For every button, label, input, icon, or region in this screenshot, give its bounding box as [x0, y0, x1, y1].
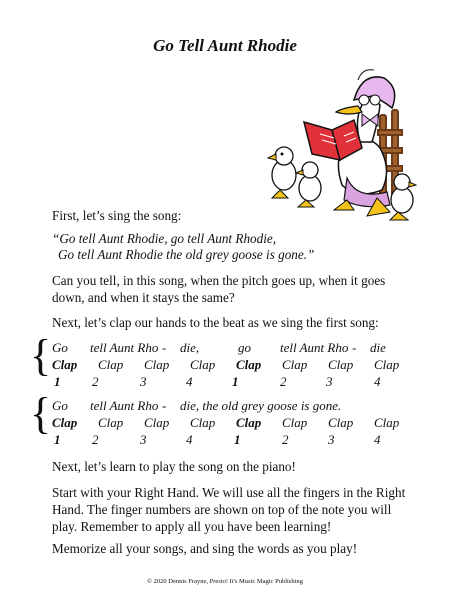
- clap-label: Clap: [144, 415, 170, 430]
- left-brace: {: [30, 389, 52, 438]
- lyric-word: tell Aunt Rho: [90, 398, 159, 413]
- clap-label: Clap: [190, 415, 216, 430]
- clap-block-1: [52, 340, 400, 391]
- clap-label: Clap: [282, 415, 308, 430]
- beat-count: 3: [328, 432, 335, 447]
- clap-label: Clap: [144, 357, 170, 372]
- pitch-question: Can you tell, in this song, when the pitch goes up, when it goes down, and when it stays the same?: [52, 273, 386, 305]
- lyrics-line-2: Go tell Aunt Rhodie the old grey goose is gone.”: [58, 247, 315, 262]
- clap-label: Clap: [328, 415, 354, 430]
- clap-label: Clap: [282, 357, 308, 372]
- clap-label: Clap: [328, 357, 354, 372]
- clap-label: Clap: [236, 415, 262, 430]
- beat-count: 2: [92, 374, 99, 389]
- clap-label: Clap: [98, 357, 124, 372]
- clap-label: Clap: [236, 357, 262, 372]
- beat-count: 4: [374, 432, 381, 447]
- beat-count: 4: [186, 432, 193, 447]
- lyric-word: tell Aunt Rho: [280, 340, 349, 355]
- beat-count: 2: [282, 432, 289, 447]
- lyric-word: Go: [52, 398, 68, 413]
- beat-count: 3: [140, 374, 147, 389]
- clap-row: [52, 357, 400, 374]
- beat-count: 2: [92, 432, 99, 447]
- clap-block-2: [52, 398, 400, 449]
- lyric-word: die, the old grey goose is gone.: [180, 398, 342, 413]
- memorize-text: Memorize all your songs, and sing the words as you play!: [52, 541, 358, 556]
- clap-intro: Next, let’s clap our hands to the beat as we sing the first song:: [52, 315, 379, 330]
- clap-row: [52, 415, 400, 432]
- lyric-word: Go: [52, 340, 68, 355]
- gosling-icon: [296, 162, 321, 207]
- beat-count: 4: [374, 374, 381, 389]
- beat-count: 2: [280, 374, 287, 389]
- lyric-word: tell Aunt Rho: [90, 340, 159, 355]
- goose-reading-book-illustration: [262, 60, 422, 225]
- words-row: [52, 340, 392, 357]
- beat-count: 1: [54, 432, 61, 447]
- right-hand-instructions: Start with your Right Hand. We will use all the fingers in the Right Hand. The finger numbers are shown on top of the note you will play. Remember to apply all you have been learning!: [52, 485, 406, 534]
- clap-label: Clap: [98, 415, 124, 430]
- lyric-word: die: [370, 340, 386, 355]
- intro-text: First, let’s sing the song:: [52, 208, 182, 223]
- count-row: [52, 374, 392, 391]
- page-title: Go Tell Aunt Rhodie: [153, 36, 297, 55]
- clap-label: Clap: [52, 415, 78, 430]
- clap-label: Clap: [374, 415, 400, 430]
- beat-count: 3: [140, 432, 147, 447]
- lyric-word: -: [352, 340, 357, 355]
- copyright-footer: © 2020 Dennis Frayne, Presto! It's Music Magic Publishing: [147, 578, 303, 585]
- beat-count: 1: [232, 374, 239, 389]
- left-brace: {: [30, 331, 52, 380]
- words-row: [52, 398, 392, 415]
- piano-intro: Next, let’s learn to play the song on the piano!: [52, 459, 296, 474]
- count-row: [52, 432, 392, 449]
- lyric-word: -: [162, 398, 167, 413]
- gosling-icon: [268, 147, 296, 198]
- clap-label: Clap: [190, 357, 216, 372]
- lyric-word: -: [162, 340, 167, 355]
- lyric-word: go: [238, 340, 251, 355]
- beat-count: 4: [186, 374, 193, 389]
- clap-label: Clap: [52, 357, 78, 372]
- beat-count: 1: [234, 432, 241, 447]
- clap-label: Clap: [374, 357, 400, 372]
- beat-count: 3: [326, 374, 333, 389]
- lyrics-line-1: “Go tell Aunt Rhodie, go tell Aunt Rhodie,: [52, 231, 277, 246]
- beat-count: 1: [54, 374, 61, 389]
- lyric-word: die,: [180, 340, 200, 355]
